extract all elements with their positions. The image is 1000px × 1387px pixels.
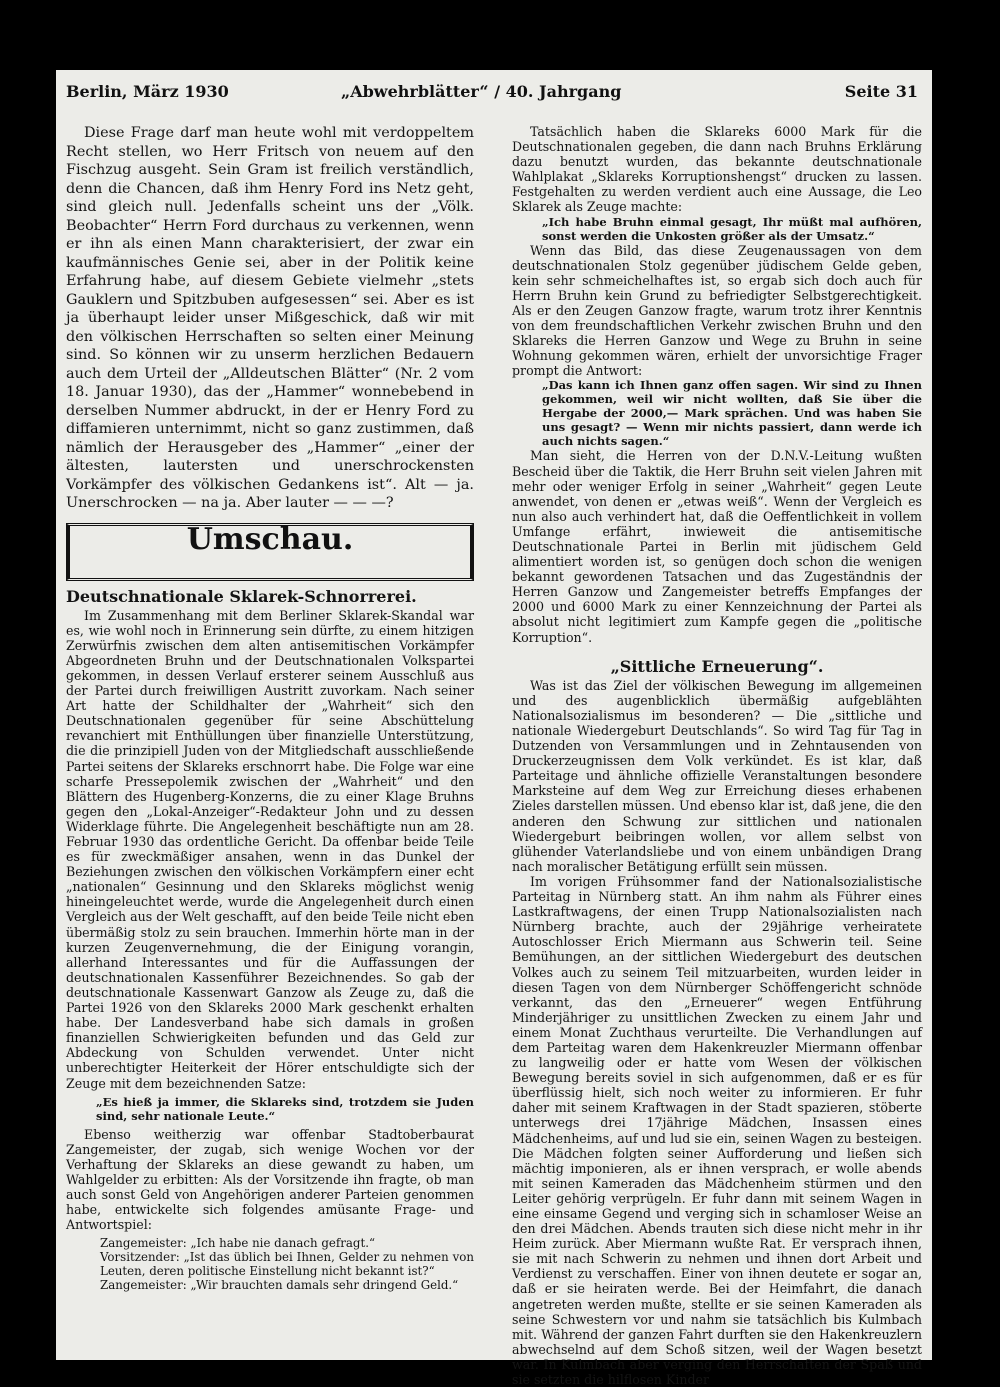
article-paragraph: Im Zusammenhang mit dem Berliner Sklarek-Skandal war es, wie wohl noch in Erinnerung sein dürfte, zu einem hitzigen Zerwürfnis zwischen dem alten antisemitischen Vorkämpfer Abgeordneten Bruhn und der Deutschnationalen Volkspartei gekommen, in dessen Verlauf ersterer seinem Ausschluß aus der Partei durch freiwilligen Austritt zuvorkam. Nach seiner Art hatte der Schildhalter der „Wahrheit“ sich den Deutschnationalen gegenüber für seine Abschüttelung revanchiert mit Enthüllungen über finanzielle Unterstützung, die die prinzipiell Juden von der Mitgliedschaft ausschließende Partei seitens der Sklareks erschnorrt habe. Die Folge war eine scharfe Pressepolemik zwischen der „Wahrheit“ und den Blättern des Hugenberg-Konzerns, die zu einer Klage Bruhns gegen den „Lokal-Anzeiger“-Redakteur John und zu dessen Widerklage führte. Die Angelegenheit beschäftigte nun am 28. Februar 1930 das ordentliche Gericht. Da offenbar beide Teile es für zweckmäßiger ansahen, wenn in das Dunkel der Beziehungen zwischen den völkischen Vorkämpfern einer echt „nationalen“ Gesinnung und den Sklareks möglichst wenig hineingeleuchtet werde, wurde die Angelegenheit durch einen Vergleich aus der Welt geschafft, auf den beide Teile nicht eben übermäßig stolz zu sein brauchen. Immerhin hörte man in der kurzen Zeugenvernehmung, die der Einigung vorangin, allerhand Interessantes und für die Auffassungen der deutschnationalen Kassenführer Bezeichnendes. So gab der deutschnationale Kassenwart Ganzow als Zeuge zu, daß die Partei 1926 von den Sklareks 2000 Mark geschenkt erhalten habe. Der Landesverband habe sich damals in großen finanziellen Schwierigkeiten befunden und das Geld zur Abdeckung von Schulden verwendet. Unter nicht unberechtigter Heiterkeit der Hörer entschuldigte sich der Zeuge mit dem bezeichnenden Satze:	[66, 607, 474, 1091]
intro-paragraph: Diese Frage darf man heute wohl mit verdoppeltem Recht stellen, wo Herr Fritsch von neuem auf den Fischzug ausgeht. Sein Gram ist freilich verständlich, denn die Chancen, daß ihm Henry Ford ins Netz geht, sind gleich null. Jedenfalls scheint uns der „Völk. Beobachter“ Herrn Ford durchaus zu verkennen, wenn er ihn als einen Mann charakterisiert, der zwar ein kaufmännisches Genie sei, aber in der Politik keine Erfahrung habe, auf diesem Gebiete vielmehr „stets Gauklern und Spitzbuben aufgesessen“ sei. Aber es ist ja überhaupt leider unser Mißgeschick, daß wir mit den völkischen Herrschaften so selten einer Meinung sind. So können wir zu unserm herzlichen Bedauern auch dem Urteil der „Alldeutschen Blätter“ (Nr. 2 vom 18. Januar 1930), das der „Hammer“ wonnebebend in derselben Nummer abdruckt, in der er Henry Ford zu diffamieren unternimmt, nicht so ganz zustimmen, daß nämlich der Herausgeber des „Hammer“ „einer der ältesten, lautersten und unerschrockensten Vorkämpfer des völkischen Gedankens ist“. Alt — ja. Unerschrocken — na ja. Aber lauter — — —?	[66, 125, 474, 511]
umschau-banner	[66, 523, 474, 581]
page-header	[66, 82, 918, 106]
dialog-line: Vorsitzender: „Ist das üblich bei Ihnen, Gelder zu nehmen von Leuten, deren politische Einstellung nicht bekannt ist?“	[100, 1250, 474, 1279]
article-paragraph: Ebenso weitherzig war offenbar Stadtoberbaurat Zangemeister, der zugab, sich wenige Wochen vor der Verhaftung der Sklareks an diese gewandt zu haben, um Wahlgelder zu erbitten: Als der Vorsitzende ihn fragte, ob man auch sonst Geld von Angehörigen anderer Parteien genommen habe, entwickelte sich folgendes amüsante Frage- und Antwortspiel:	[66, 1126, 474, 1233]
quote: „Das kann ich Ihnen ganz offen sagen. Wir sind zu Ihnen gekommen, weil wir nicht wollten, daß Sie über die Hergabe der 2000,— Mark sprächen. Und was haben Sie uns gesagt? — Wenn mir nichts passiert, dann werde ich auch nichts sagen.“	[542, 378, 922, 449]
header-place-date: Berlin, März 1930	[66, 82, 229, 101]
article-paragraph: Tatsächlich haben die Sklareks 6000 Mark für die Deutschnationalen gegeben, die dann nach Bruhns Erklärung dazu benutzt wurden, das bekannte deutschnationale Wahlplakat „Sklareks Korruptionshengst“ drucken zu lassen. Festgehalten zu werden verdient auch eine Aussage, die Leo Sklarek als Zeuge machte:	[512, 124, 922, 215]
quote: „Es hieß ja immer, die Sklareks sind, trotzdem sie Juden sind, sehr nationale Leute.“	[96, 1094, 474, 1123]
dialog-line: Zangemeister: „Ich habe nie danach gefragt.“	[100, 1236, 375, 1251]
article-paragraph: Im vorigen Frühsommer fand der Nationalsozialistische Parteitag in Nürnberg statt. An ihm nahm als Führer eines Lastkraftwagens, der einen Trupp Nationalsozialisten nach Nürnberg brachte, auch der 29jährige verheiratete Autoschlosser Erich Miermann aus Schwerin teil. Seine Bemühungen, an der sittlichen Wiedergeburt des deutschen Volkes auch zu seinem Teil mitzuarbeiten, wurden leider in diesen Tagen von dem Nürnberger Schöffengericht schnöde verkannt, das den „Erneuerer“ wegen Entführung Minderjähriger zu unsittlichen Zwecken zu einem Jahr und einem Monat Zuchthaus verurteilte. Die Verhandlungen auf dem Parteitag waren dem Hakenkreuzler Miermann offenbar zu langweilig oder er hatte vom Wesen der völkischen Bewegung bereits soviel in sich aufgenommen, daß er es für überflüssig hielt, sich noch weiter zu informieren. Er fuhr daher mit seinem Kraftwagen in der Stadt spazieren, stöberte unterwegs drei 17jährige Mädchen, Insassen eines Mädchenheims, auf und lud sie ein, seinen Wagen zu besteigen. Die Mädchen folgten seiner Aufforderung und ließen sich mächtig imponieren, als er ihnen versprach, er wolle abends mit seinen Kameraden das Mädchenheim stürmen und den Leiter gehörig verprügeln. Er fuhr dann mit seinem Wagen in eine einsame Gegend und verging sich in schamloser Weise an den drei Mädchen. Abends trauten sich diese nicht mehr in ihr Heim zurück. Aber Miermann wußte Rat. Er versprach ihnen, sie mit nach Schwerin zu nehmen und ihnen dort Arbeit und Verdienst zu verschaffen. Einer von ihnen deutete er sogar an, daß er sie heiraten werde. Bei der Heimfahrt, die danach angetreten werden mußte, stellte er sie seinen Kameraden als seine Schwestern vor und nahm sie tatsächlich bis Kulmbach mit. Während der ganzen Fahrt durften sie den Hakenkreuzlern abwechselnd auf dem Schoß sitzen, weil der Wagen besetzt war. In Kulmbach aber verging den Herrschaften der Spaß und sie setzten die hilflosen Kinder	[512, 873, 922, 1387]
article-paragraph: Was ist das Ziel der völkischen Bewegung im allgemeinen und des augenblicklich übermäßig aufgeblähten Nationalsozialismus im besonderen? — Die „sittliche und nationale Wiedergeburt Deutschlands“. So wird Tag für Tag in Dutzenden von Versammlungen und in Zehntausenden von Druckerzeugnissen dem Volk verkündet. Es ist klar, daß Parteitage und ähnliche offizielle Veranstaltungen besondere Marksteine auf dem Weg zur Erreichung dieses erhabenen Zieles darstellen müssen. Und ebenso klar ist, daß jene, die den anderen den Schwung zur sittlichen und nationalen Wiedergeburt beibringen wollen, vor allem selbst von glühender Vaterlandsliebe und von einem unbändigen Drang nach moralischer Betätigung erfüllt sein müssen.	[512, 677, 922, 874]
header-page-number: Seite 31	[844, 82, 918, 101]
section-title-sklarek: Deutschnationale Sklarek-Schnorrerei.	[66, 586, 417, 606]
right-column	[512, 124, 922, 1387]
section-title-erneuerung: „Sittliche Erneuerung“.	[610, 656, 824, 676]
quote: „Ich habe Bruhn einmal gesagt, Ihr müßt mal aufhören, sonst werden die Unkosten größer als der Umsatz.“	[542, 214, 922, 243]
article-paragraph: Man sieht, die Herren von der D.N.V.-Leitung wußten Bescheid über die Taktik, die Herr Bruhn seit vielen Jahren mit mehr oder weniger Erfolg in seiner „Wahrheit“ gegen Leute anwendet, von denen er „etwas weiß“. Wenn der Vergleich es nun also auch verhindert hat, daß die Oeffentlichkeit in vollem Umfange erfährt, inwieweit die antisemitische Deutschnationale Partei in Berlin mit jüdischem Geld alimentiert worden ist, so genügen doch schon die wenigen bekannt gewordenen Tatsachen und das Zugeständnis der Herren Ganzow und Zangemeister betreffs Empfanges der 2000 und 6000 Mark zu einer Kennzeichnung der Partei als absolut nicht legitimiert zum Kampfe gegen die „politische Korruption“.	[512, 448, 922, 645]
header-publication: „Abwehrblätter“ / 40. Jahrgang	[341, 82, 622, 101]
dialog-line: Zangemeister: „Wir brauchten damals sehr dringend Geld.“	[100, 1278, 459, 1293]
article-paragraph: Wenn das Bild, das diese Zeugenaussagen von dem deutschnationalen Stolz gegenüber jüdischem Gelde geben, kein sehr schmeichelhaftes ist, so ergab sich doch auch für Herrn Bruhn kein Grund zu befriedigter Selbstgerechtigkeit. Als er den Zeugen Ganzow fragte, warum trotz ihrer Kenntnis von dem freundschaftlichen Verkehr zwischen Bruhn und den Sklareks die Herren Ganzow und Wege zu Bruhn in seine Wohnung gekommen wären, erhielt der unvorsichtige Frager prompt die Antwort:	[512, 242, 922, 379]
umschau-title: Umschau.	[186, 521, 354, 557]
left-column	[66, 124, 474, 1356]
